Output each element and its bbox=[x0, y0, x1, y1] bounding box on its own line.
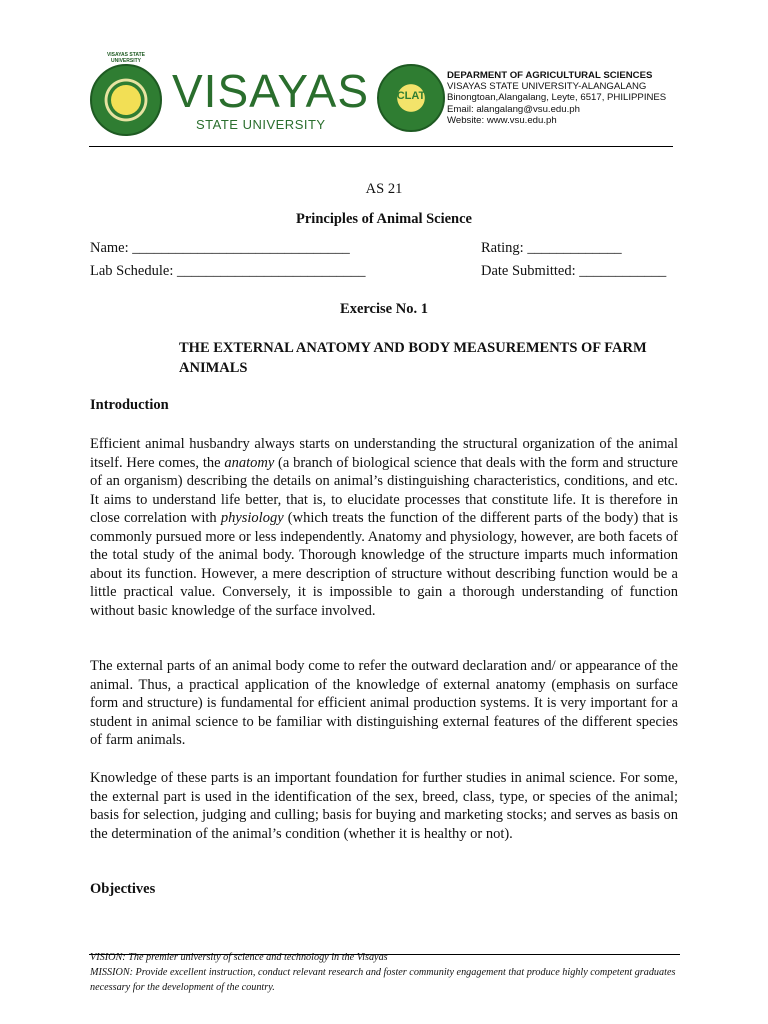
seal-left-text: VISAYAS STATE UNIVERSITY bbox=[106, 52, 146, 64]
physiology-term: physiology bbox=[220, 510, 284, 526]
header-divider bbox=[89, 146, 673, 147]
objectives-heading: Objectives bbox=[90, 881, 156, 897]
seal-right-text: CLAT bbox=[396, 90, 426, 102]
course-title: Principles of Animal Science bbox=[296, 211, 472, 227]
date-submitted-field: Date Submitted: ____________ bbox=[481, 263, 667, 279]
address: Binongtoan,Alangalang, Leyte, 6517, PHILIPPINES bbox=[447, 92, 667, 104]
footer bbox=[90, 950, 690, 995]
brand-subtitle: STATE UNIVERSITY bbox=[196, 117, 326, 132]
email: Email: alangalang@vsu.edu.ph bbox=[447, 103, 580, 115]
name-field: Name: ______________________________ bbox=[90, 240, 350, 256]
intro-paragraph-2: The external parts of an animal body come to refer the outward declaration and/ or appearance of the animal. Thus, a practical application of the knowledge of external anatomy (emphasis on surface form and structure) is fundamental for efficient animal production systems. It is very important for a student in animal science to be familiar with distinguishing external features of the different species of farm animals. bbox=[90, 658, 678, 748]
department-title: DEPARMENT OF AGRICULTURAL SCIENCES bbox=[447, 70, 653, 81]
exercise-number: Exercise No. 1 bbox=[340, 301, 428, 317]
campus-name: VISAYAS STATE UNIVERSITY-ALANGALANG bbox=[447, 81, 647, 93]
website: Website: www.vsu.edu.ph bbox=[447, 114, 557, 126]
vision-statement: VISION: The premier university of science and technology in the Visayas bbox=[90, 952, 388, 963]
introduction-heading: Introduction bbox=[90, 397, 169, 413]
intro-paragraph-3: Knowledge of these parts is an important foundation for further studies in animal science. For some, the external part is used in the identification of the sex, breed, class, type, or species of the animal; basis for selection, judging and culling; basis for buying and marketing stocks; and serves as basis on the determination of the animal’s condition (whether it is healthy or not). bbox=[90, 770, 678, 842]
course-code: AS 21 bbox=[365, 181, 403, 197]
clat-seal-logo bbox=[377, 64, 445, 132]
mission-statement: MISSION: Provide excellent instruction, conduct relevant research and foster community engagement that produce highly competent graduates necessary for the development of the country. bbox=[90, 967, 676, 993]
department-info bbox=[447, 70, 666, 126]
anatomy-term: anatomy bbox=[224, 454, 275, 471]
exercise-title: THE EXTERNAL ANATOMY AND BODY MEASUREMENTS OF FARM ANIMALS bbox=[179, 340, 647, 376]
lab-schedule-field: Lab Schedule: __________________________ bbox=[90, 263, 366, 279]
brand-name: VISAYAS bbox=[172, 65, 370, 117]
vsu-seal-logo bbox=[90, 52, 162, 136]
rating-field: Rating: _____________ bbox=[481, 240, 622, 256]
intro-paragraph-1: Efficient animal husbandry always starts on understanding the structural organization of the animal itself. Here comes, the anatomy (a branch of biological science that deals with the form and structure of an organism) describing the details on animal’s distinguishing characteristics, conditions, and etc. It aims to understand life better, that is, to elucidate processes that constitute life. It is therefore in close correlation with physiology (which treats the function of the different parts of the body) that is commonly pursued more or less independently. Anatomy and physiology, however, are both facets of the total study of the animal body. Thorough knowledge of the structure imparts much information about its function. However, a mere description of structure without describing function would be a little practical value. Conversely, it is impossible to gain a thorough understanding of function without basic knowledge of the surface involved. bbox=[90, 436, 678, 619]
